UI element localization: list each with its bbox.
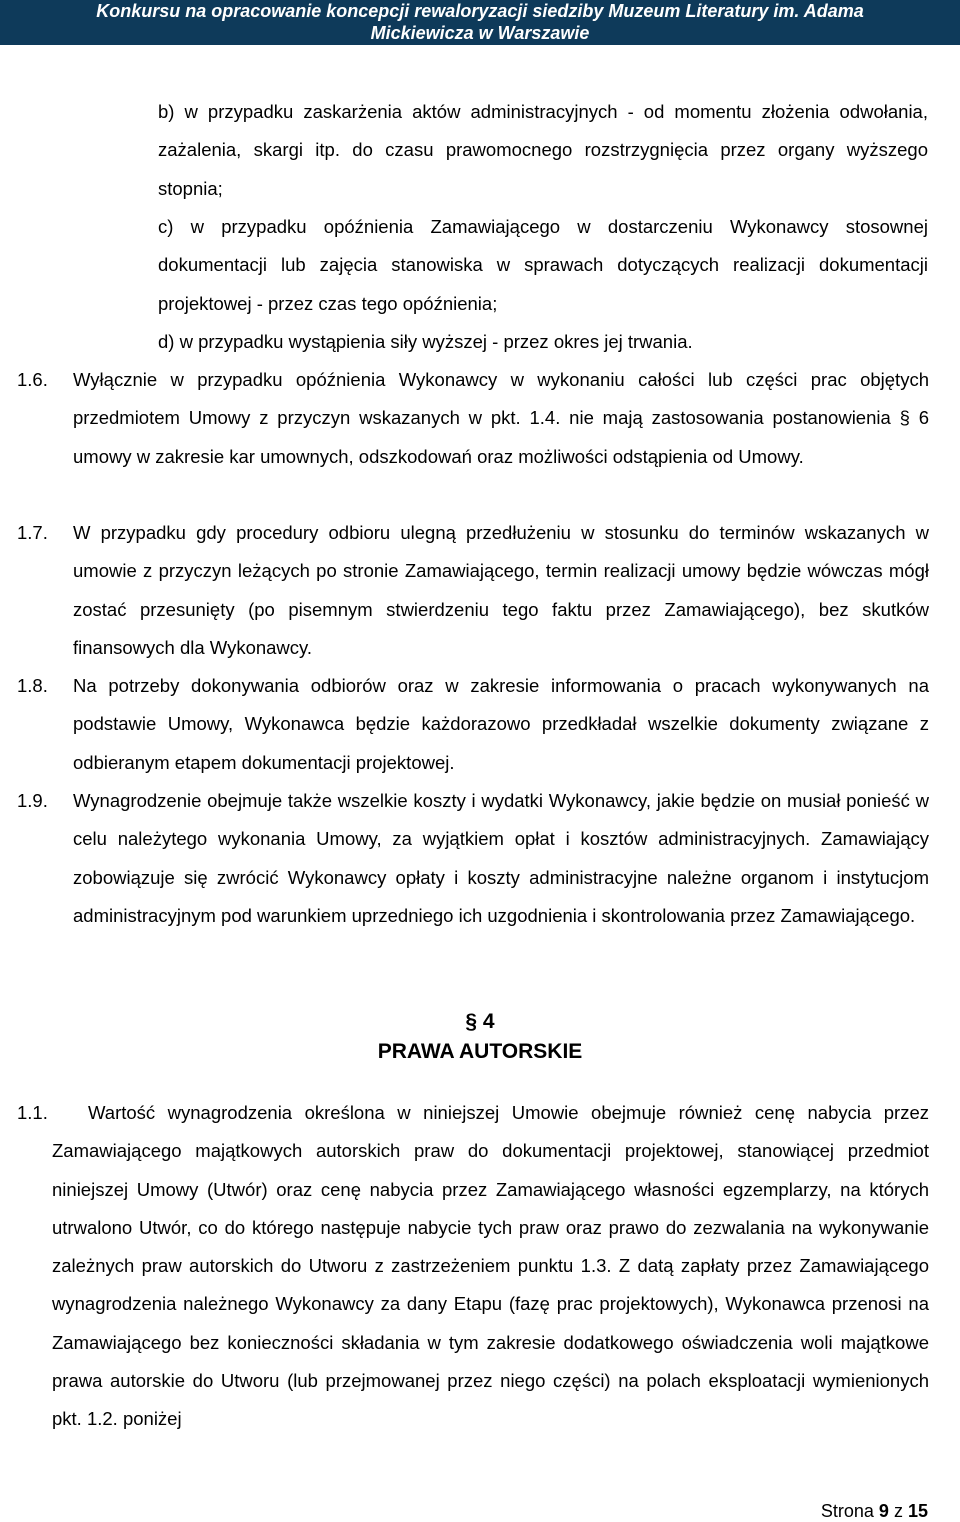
footer-page: 9	[878, 1501, 889, 1521]
section-title: PRAWA AUTORSKIE	[377, 1040, 583, 1063]
point-number: 1.8.	[17, 675, 48, 696]
point-text: Na potrzeby dokonywania odbiorów oraz w zakresie informowania o pracach wykonywanych na podstawie Umowy, Wykonawca będzie każdorazowo przedkładał wszelkie dokumenty związane z odbieranym etapem dokumentacji projektowej.	[73, 675, 929, 773]
point-text: W przypadku gdy procedury odbioru ulegną przedłużeniu w stosunku do terminów wskazanych w umowie z przyczyn leżących po stronie Zamawiającego, termin realizacji umowy będzie wówczas mógł zostać przesunięty (po pisemnym stwierdzeniu tego faktu przez Zamawiającego), bez skutków finansowych dla Wykonawcy.	[73, 522, 929, 658]
point-number: 1.6.	[17, 369, 48, 390]
subitem-b: b) w przypadku zaskarżenia aktów administracyjnych - od momentu złożenia odwołania, zażalenia, skargi itp. do czasu prawomocnego rozstrzygnięcia przez organy wyższego stopnia;	[158, 101, 928, 199]
header-line-1: Konkursu na opracowanie koncepcji rewaloryzacji siedziby Muzeum Literatury im. Adama	[96, 1, 864, 21]
point-number: 1.9.	[17, 790, 48, 811]
point-text: Wynagrodzenie obejmuje także wszelkie koszty i wydatki Wykonawcy, jakie będzie on musiał ponieść w celu należytego wykonania Umowy, za wyjątkiem opłat i kosztów administracyjnych. Zamawiający zobowiązuje się zwrócić Wykonawcy opłaty i koszty administracyjne należne organom i instytucjom administracyjnym pod warunkiem uprzedniego ich uzgodnienia i skontrolowania przez Zamawiającego.	[73, 790, 929, 926]
page-footer	[821, 1500, 928, 1522]
point-number: 1.7.	[17, 522, 48, 543]
subitem-c: c) w przypadku opóźnienia Zamawiającego w dostarczeniu Wykonawcy stosownej dokumentacji lub zajęcia stanowiska w sprawach dotyczących realizacji dokumentacji projektowej - przez czas tego opóźnienia;	[158, 216, 928, 314]
footer-label: Strona	[820, 1501, 874, 1521]
header-line-2: Mickiewicza w Warszawie	[370, 23, 590, 43]
footer-total: 15	[907, 1501, 928, 1521]
footer-sep: z	[893, 1501, 903, 1521]
point-text: Wyłącznie w przypadku opóźnienia Wykonawcy w wykonaniu całości lub części prac objętych przedmiotem Umowy z przyczyn wskazanych w pkt. 1.4. nie mają zastosowania postanowienia § 6 umowy w zakresie kar umownych, odszkodowań oraz możliwości odstąpienia od Umowy.	[73, 369, 929, 467]
document-header	[0, 0, 960, 45]
subitem-d: d) w przypadku wystąpienia siły wyższej - przez okres jej trwania.	[158, 331, 693, 352]
point-number: 1.1.	[17, 1102, 48, 1123]
section-number: § 4	[465, 1010, 495, 1033]
point-text: Wartość wynagrodzenia określona w niniejszej Umowie obejmuje również cenę nabycia przez Zamawiającego majątkowych autorskich praw do dokumentacji projektowej, stanowiącej przedmiot niniejszej Umowy (Utwór) oraz cenę nabycia przez Zamawiającego własności egzemplarzy, na których utrwalono Utwór, co do którego następuje nabycie tych praw oraz prawo do zezwalania na wykonywanie zależnych praw autorskich do Utworu z zastrzeżeniem punktu 1.3. Z datą zapłaty przez Zamawiającego wynagrodzenia należnego Wykonawcy za dany Etapu (fazę prac projektowych), Wykonawca przenosi na Zamawiającego bez konieczności składania w tym zakresie dodatkowego oświadczenia woli majątkowe prawa autorskie do Utworu (lub przejmowanej przez niego części) na polach eksploatacji wymienionych pkt. 1.2. poniżej	[52, 1102, 929, 1430]
